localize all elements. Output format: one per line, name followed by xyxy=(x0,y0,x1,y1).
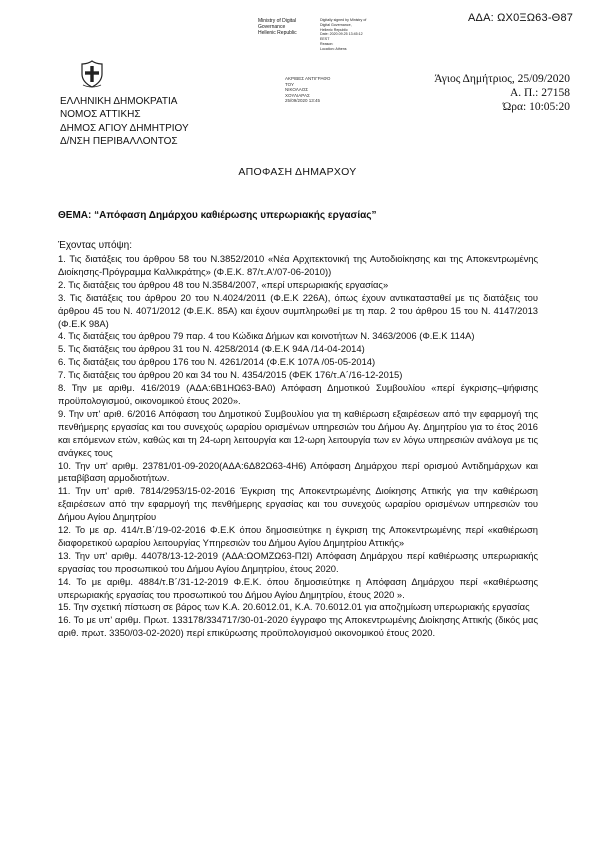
list-item: 5. Τις διατάξεις του άρθρου 31 του Ν. 4258/2014 (Φ.Ε.Κ 94Α /14-04-2014) xyxy=(58,343,365,355)
list-item: 2. Τις διατάξεις του άρθρου 48 του Ν.3584/2007, «περί υπερωριακής εργασίας» xyxy=(58,278,389,290)
copy-stamp: ΑΚΡΙΒΕΣ ΑΝΤΙΓΡΑΦΟ ΤΟΥ ΝΙΚΟΛΑΟΣ ΧΟΥΛΙΑΡΑΣ 25/09/2020 13:45 xyxy=(285,76,331,104)
issuer-block: ΕΛΛΗΝΙΚΗ ΔΗΜΟΚΡΑΤΙΑ ΝΟΜΟΣ ΑΤΤΙΚΗΣ ΔΗΜΟΣ ΑΓΙΟΥ ΔΗΜΗΤΡΙΟΥ Δ/ΝΣΗ ΠΕΡΙΒΑΛΛΟΝΤΟΣ xyxy=(60,96,189,147)
considerations-list xyxy=(58,253,538,640)
greek-emblem-icon xyxy=(80,60,104,88)
list-item: 11. Την υπ' αριθ. 7814/2953/15-02-2016 Έγκριση της Αποκεντρωμένης Διοίκησης Αττικής για την καθιέρωση εξαιρέσεων από την εφαρμογή της πενθήμερης εργασίας και του συνεχούς ωραρίου ορισμένων υπηρεσιών του Δήμου Αγίου Δημητρίου xyxy=(58,485,538,523)
list-item: 14. Το με αριθμ. 4884/τ.Β΄/31-12-2019 Φ.Ε.Κ. όπου δημοσιεύτηκε η Απόφαση Δημάρχου περί «καθιέρωσης υπερωριακής εργασίας του προσωπικού του Δήμου Αγίου Δημητρίου, έτους 2020 ». xyxy=(58,575,538,600)
list-item: 13. Την υπ' αριθμ. 44078/13-12-2019 (ΑΔΑ:ΩΟΜΖΩ63-Π2Ι) Απόφαση Δημάρχου περί καθιέρωσης υπερωριακής εργασίας του προσωπικού του Δήμου Αγίου Δημητρίου, έτους 2020. xyxy=(58,549,538,574)
document-subject: ΘΕΜΑ: “Απόφαση Δημάρχου καθιέρωσης υπερωριακής εργασίας” xyxy=(58,210,377,221)
considering-heading: Έχοντας υπόψη: xyxy=(58,240,132,251)
list-item: 9. Την υπ' αριθ. 6/2016 Απόφαση του Δημοτικού Συμβουλίου για τη καθιέρωση εξαιρέσεων από την εφαρμογή της πενθήμερης εργασίας και του συνεχούς ωραρίου ορισμένων υπηρεσιών του Δήμου Αγ. Δημητρίου για το έτος 2016 και επόμενων ετών, καθώς και τη 24-ωρη λειτουργία και 12-ωρη λειτουργία των εν λόγω υπηρεσιών ανάλογα με τις ανάγκες τους xyxy=(58,407,538,458)
digital-signature xyxy=(258,18,388,58)
time: Ώρα: 10:05:20 xyxy=(502,101,570,113)
list-item: 3. Τις διατάξεις του άρθρου 20 του Ν.4024/2011 (Φ.Ε.Κ 226Α), όπως έχουν αντικατασταθεί με τις διατάξεις του άρθρου 45 του Ν. 4071/2012 (Φ.Ε.Κ. 85Α) και έχουν συμπληρωθεί με τη παρ. 2 του άρθρου 15 του Ν. 4147/2013 (Φ.Ε.Κ 98Α) xyxy=(58,291,538,329)
list-item: 4. Τις διατάξεις του άρθρου 79 παρ. 4 του Κώδικα Δήμων και κοινοτήτων Ν. 3463/2006 (Φ.Ε.Κ 114Α) xyxy=(58,330,475,342)
ada-code: ΑΔΑ: ΩΧ0ΞΩ63-Θ87 xyxy=(468,12,574,24)
list-item: 12. Το με αρ. 414/τ.Β΄/19-02-2016 Φ.Ε.Κ όπου δημοσιεύτηκε η έγκριση της Αποκεντρωμένης περί «καθιέρωση διαφορετικού ωραρίου λειτουργίας Υπηρεσιών του Δήμου Αγίου Δημητρίου Αττικής» xyxy=(58,524,538,548)
list-item: 15. Την σχετική πίστωση σε βάρος των Κ.Α. 20.6012.01, Κ.Α. 70.6012.01 για αποζημίωση υπερωριακής εργασίας xyxy=(58,601,530,613)
list-item: 6. Τις διατάξεις του άρθρου 176 του Ν. 4261/2014 (Φ.Ε.Κ 107Α /05-05-2014) xyxy=(58,356,376,368)
document-title: ΑΠΟΦΑΣΗ ΔΗΜΑΡΧΟΥ xyxy=(238,166,357,178)
protocol-number: Α. Π.: 27158 xyxy=(509,87,570,99)
list-item: 7. Τις διατάξεις του άρθρου 20 και 34 του Ν. 4354/2015 (ΦΕΚ 176/τ.Α΄/16-12-2015) xyxy=(58,369,403,381)
place-date: Άγιος Δημήτριος, 25/09/2020 xyxy=(434,73,570,85)
signature-details: Digitally signed by Ministry of Digital Governance, Hellenic Republic Date: 2020.09.25 13:45:12 EEST Reason: Location: Athens xyxy=(320,18,367,51)
list-item: 10. Την υπ' αριθμ. 23781/01-09-2020(ΑΔΑ:6Δ82Ω63-4Η6) Απόφαση Δημάρχου περί ορισμού Αντιδημάρχων και μεταβίβαση αρμοδιοτήτων. xyxy=(58,459,538,484)
list-item: 8. Την με αριθμ. 416/2019 (ΑΔΑ:6Β1ΗΩ63-ΒΑ0) Απόφαση Δημοτικού Συμβουλίου «περί έγκρισης–ψήφισης προϋπολογισμού, οικονομικού έτους 2020». xyxy=(58,382,538,406)
signature-issuer: Ministry of Digital Governance Hellenic Republic xyxy=(258,18,297,36)
date-protocol-block xyxy=(434,72,570,114)
list-item: 16. Το με υπ' αριθμ. Πρωτ. 133178/334717/30-01-2020 έγγραφο της Αποκεντρωμένης Διοίκησης Αττικής (δικός μας αριθ. πρωτ. 3350/03-02-2020) περί επικύρωσης προϋπολογισμού οικονομικού έτους 2020. xyxy=(58,614,538,639)
list-item: 1. Τις διατάξεις του άρθρου 58 του Ν.3852/2010 «Νέα Αρχιτεκτονική της Αυτοδιοίκησης και της Αποκεντρωμένης Διοίκησης-Πρόγραμμα Καλλικράτης» (Φ.Ε.Κ. 87/τ.Α'/07-06-2010)) xyxy=(58,253,538,277)
